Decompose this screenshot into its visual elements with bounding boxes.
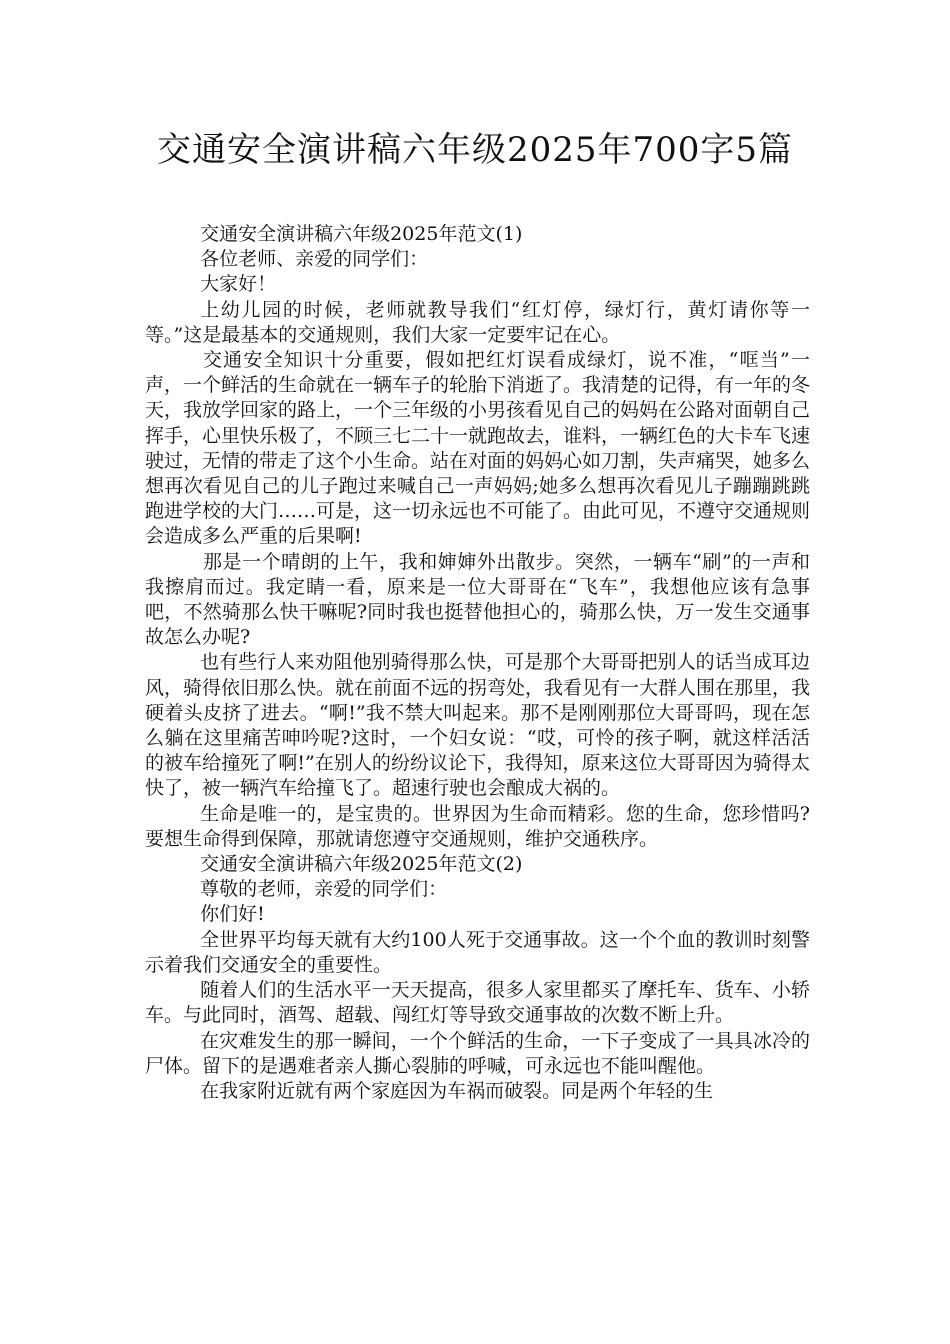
paragraph: 在灾难发生的那一瞬间，一个个鲜活的生命，一下子变成了一具具冰冷的尸体。留下的是遇难者亲人撕心裂肺的呼喊，可永远也不能叫醒他。 xyxy=(145,1029,810,1077)
paragraph: 全世界平均每天就有大约100人死于交通事故。这一个个血的教训时刻警示着我们交通安全的重要性。 xyxy=(145,928,810,976)
paragraph: 交通安全知识十分重要，假如把红灯误看成绿灯，说不准，“哐当”一声，一个鲜活的生命就在一辆车子的轮胎下消逝了。我清楚的记得，有一年的冬天，我放学回家的路上，一个三年级的小男孩看见自己的妈妈在公路对面朝自己挥手，心里快乐极了，不顾三七二十一就跑故去，谁料，一辆红色的大卡车飞速驶过，无情的带走了这个小生命。站在对面的妈妈心如刀割，失声痛哭，她多么想再次看见自己的儿子跑过来喊自己一声妈妈;她多么想再次看见儿子蹦蹦跳跳跑进学校的大门……可是，这一切永远也不可能了。由此可见，不遵守交通规则会造成多么严重的后果啊! xyxy=(145,349,811,548)
section-heading-2: 交通安全演讲稿六年级2025年范文(2) xyxy=(200,853,523,876)
document-body xyxy=(145,222,810,1104)
paragraph: 随着人们的生活水平一天天提高，很多人家里都买了摩托车、货车、小轿车。与此同时，酒驾、超载、闯红灯等导致交通事故的次数不断上升。 xyxy=(145,979,810,1027)
paragraph: 上幼儿园的时候，老师就教导我们“红灯停，绿灯行，黄灯请你等一等。”这是最基本的交通规则，我们大家一定要牢记在心。 xyxy=(145,298,810,346)
paragraph: 在我家附近就有两个家庭因为车祸而破裂。同是两个年轻的生 xyxy=(200,1079,714,1102)
greeting: 你们好! xyxy=(200,903,265,926)
salutation: 各位老师、亲爱的同学们： xyxy=(200,248,429,271)
salutation: 尊敬的老师，亲爱的同学们： xyxy=(200,878,448,901)
paragraph: 那是一个晴朗的上午，我和婶婶外出散步。突然，一辆车“刷”的一声和我擦肩而过。我定睛一看，原来是一位大哥哥在“飞车”，我想他应该有急事吧，不然骑那么快干嘛呢?同时我也挺替他担心的，骑那么快，万一发生交通事故怎么办呢? xyxy=(145,550,810,649)
paragraph: 生命是唯一的，是宝贵的。世界因为生命而精彩。您的生命，您珍惜吗?要想生命得到保障，那就请您遵守交通规则，维护交通秩序。 xyxy=(145,802,810,850)
greeting: 大家好！ xyxy=(200,273,277,296)
paragraph: 也有些行人来劝阻他别骑得那么快，可是那个大哥哥把别人的话当成耳边风，骑得依旧那么快。就在前面不远的拐弯处，我看见有一大群人围在那里，我硬着头皮挤了进去。“啊!”我不禁大叫起来。那不是刚刚那位大哥哥吗，现在怎么躺在这里痛苦呻吟呢?这时，一个妇女说：“哎，可怜的孩子啊，就这样活活的被车给撞死了啊!”在别人的纷纷议论下，我得知，原来这位大哥哥因为骑得太快了，被一辆汽车给撞飞了。超速行驶也会酿成大祸的。 xyxy=(145,651,811,800)
section-heading-1: 交通安全演讲稿六年级2025年范文(1) xyxy=(200,223,523,245)
document-title: 交通安全演讲稿六年级2025年700字5篇 xyxy=(156,130,794,170)
